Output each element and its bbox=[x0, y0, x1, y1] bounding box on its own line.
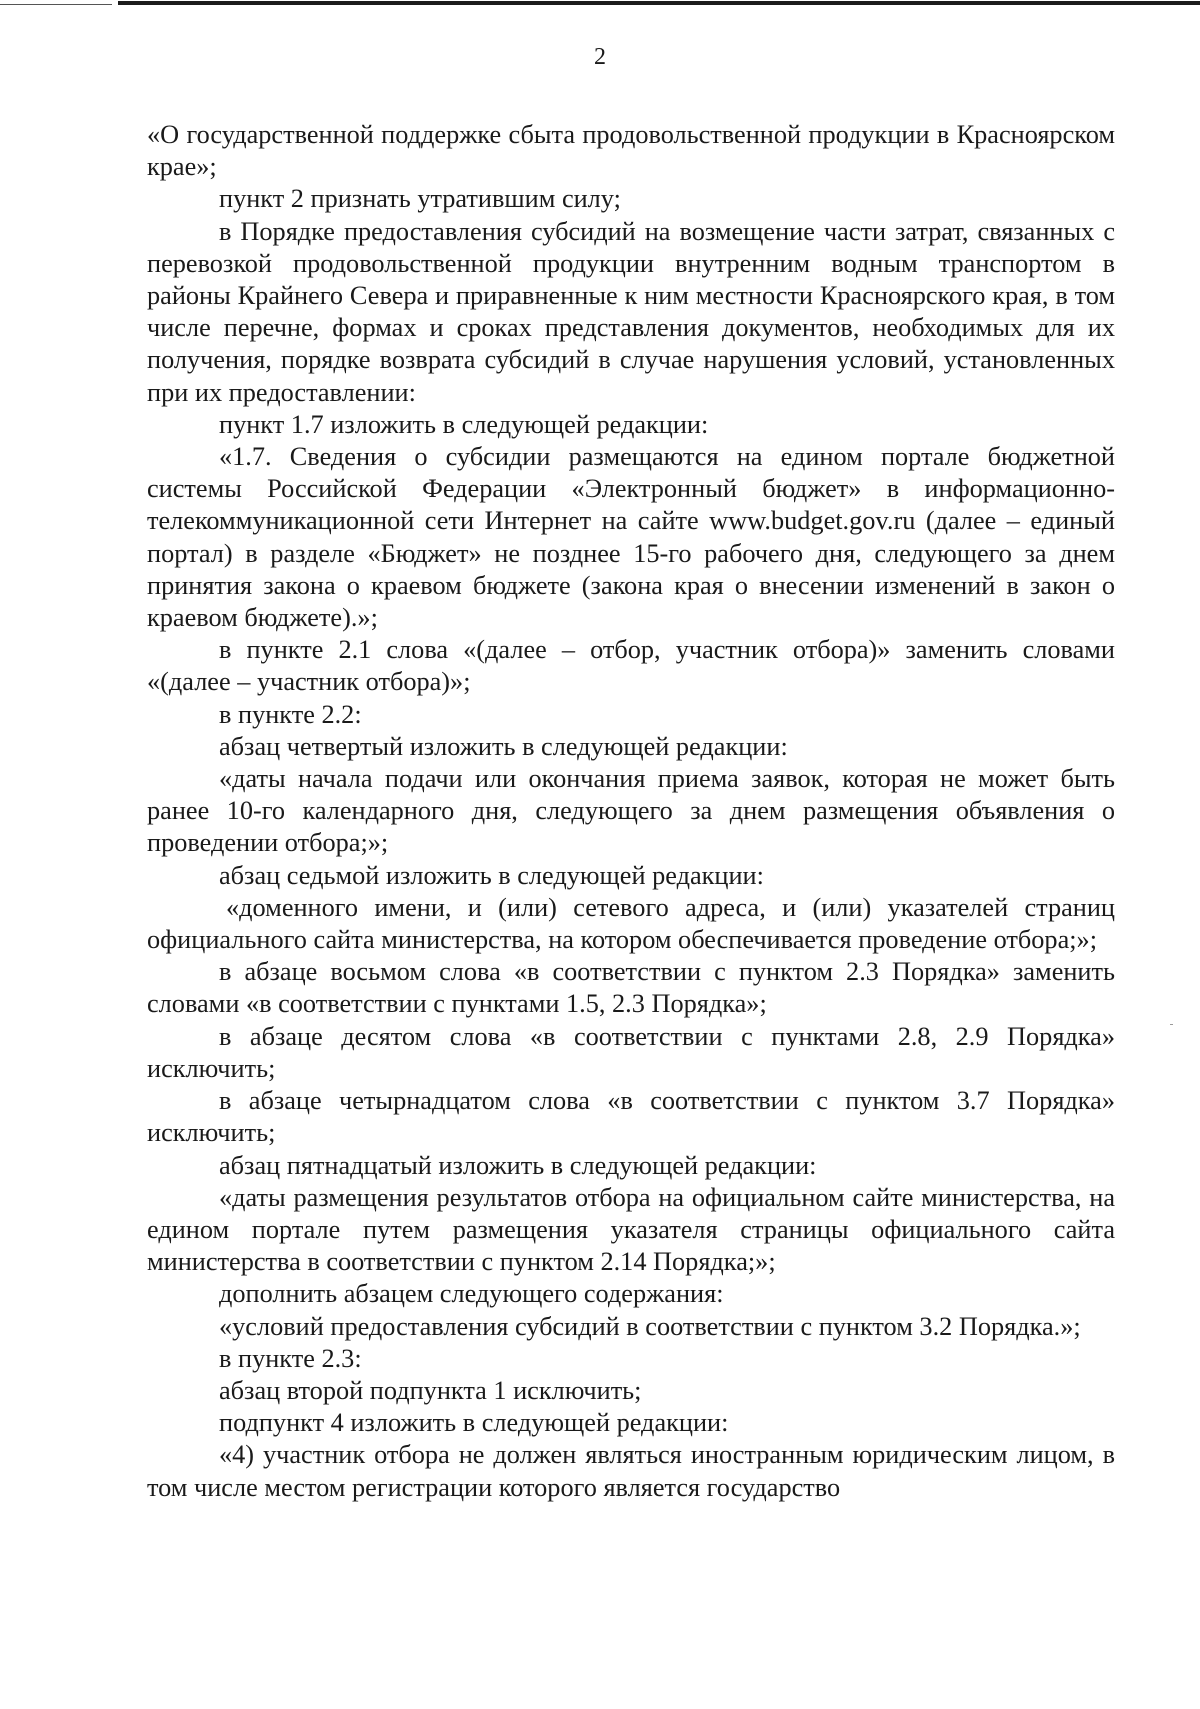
paragraph-addition-text: «условий предоставления субсидий в соответствии с пунктом 3.2 Порядка.»; bbox=[219, 1311, 1081, 1341]
paragraph-law-title-continuation: «О государственной поддержке сбыта продовольственной продукции в Красноярском крае»; bbox=[147, 120, 1115, 182]
paragraph-point-1-7-text: «1.7. Сведения о субсидии размещаются на едином портале бюджетной системы Российской Федерации «Электронный бюджет» в информационно-телекоммуникационной сети Интернет на сайте www.budget.gov.ru (далее – единый портал) в разделе «Бюджет» не позднее 15-го рабочего дня, следующего за днем принятия закона о краевом бюджете (закона края о внесении изменений в закон о краевом бюджете).»; bbox=[147, 442, 1115, 633]
document-body bbox=[147, 119, 1115, 1504]
paragraph-point-2-3-heading: в пункте 2.3: bbox=[219, 1343, 362, 1373]
paragraph-indent-4-heading: абзац четвертый изложить в следующей редакции: bbox=[219, 731, 788, 761]
page-number: 2 bbox=[594, 44, 606, 70]
paragraph-subpoint-4-heading: подпункт 4 изложить в следующей редакции: bbox=[219, 1408, 729, 1438]
paragraph-indent-10-amendment: в абзаце десятом слова «в соответствии с пунктами 2.8, 2.9 Порядка» исключить; bbox=[147, 1021, 1115, 1083]
paragraph-addition-heading: дополнить абзацем следующего содержания: bbox=[219, 1279, 724, 1309]
paragraph-point-2-2-heading: в пункте 2.2: bbox=[219, 699, 362, 729]
paragraph-indent-8-amendment: в абзаце восьмом слова «в соответствии с пунктом 2.3 Порядка» заменить словами «в соответствии с пунктами 1.5, 2.3 Порядка»; bbox=[147, 957, 1115, 1019]
paragraph-subpoint-1-amendment: абзац второй подпункта 1 исключить; bbox=[219, 1375, 642, 1405]
paragraph-indent-7-text: «доменного имени, и (или) сетевого адреса, и (или) указателей страниц официального сайта министерства, на котором обеспечивается проведение отбора;»; bbox=[147, 892, 1115, 955]
paragraph-indent-15-text: «даты размещения результатов отбора на официальном сайте министерства, на едином портале путем размещения указателя страницы официального сайта министерства в соответствии с пунктом 2.14 Порядка;»; bbox=[147, 1182, 1115, 1277]
paragraph-subpoint-4-text: «4) участник отбора не должен являться иностранным юридическим лицом, в том числе местом регистрации которого является государство bbox=[147, 1440, 1115, 1502]
paragraph-indent-4-text: «даты начала подачи или окончания приема заявок, которая не может быть ранее 10-го календарного дня, следующего за днем размещения объявления о проведении отбора;»; bbox=[147, 764, 1115, 858]
paragraph-indent-14-amendment: в абзаце четырнадцатом слова «в соответствии с пунктом 3.7 Порядка» исключить; bbox=[147, 1086, 1115, 1148]
paragraph-indent-15-heading: абзац пятнадцатый изложить в следующей редакции: bbox=[219, 1150, 817, 1180]
paragraph-indent-7-heading: абзац седьмой изложить в следующей редакции: bbox=[219, 860, 764, 890]
paragraph-point-1-7-heading: пункт 1.7 изложить в следующей редакции: bbox=[219, 409, 709, 439]
paragraph-procedure-intro: в Порядке предоставления субсидий на возмещение части затрат, связанных с перевозкой продовольственной продукции внутренним водным транспортом в районы Крайнего Севера и приравненные к ним местности Красноярского края, в том числе перечне, формах и сроках представления документов, необходимых для их получения, порядке возврата субсидий в случае нарушения условий, установленных при их предоставлении: bbox=[147, 216, 1115, 407]
paragraph-point-2-repeal: пункт 2 признать утратившим силу; bbox=[219, 184, 621, 214]
paragraph-point-2-1-amendment: в пункте 2.1 слова «(далее – отбор, участник отбора)» заменить словами «(далее – участник отбора)»; bbox=[147, 635, 1115, 697]
scan-top-edge bbox=[0, 0, 1200, 6]
scan-margin-mark bbox=[1170, 1024, 1173, 1025]
